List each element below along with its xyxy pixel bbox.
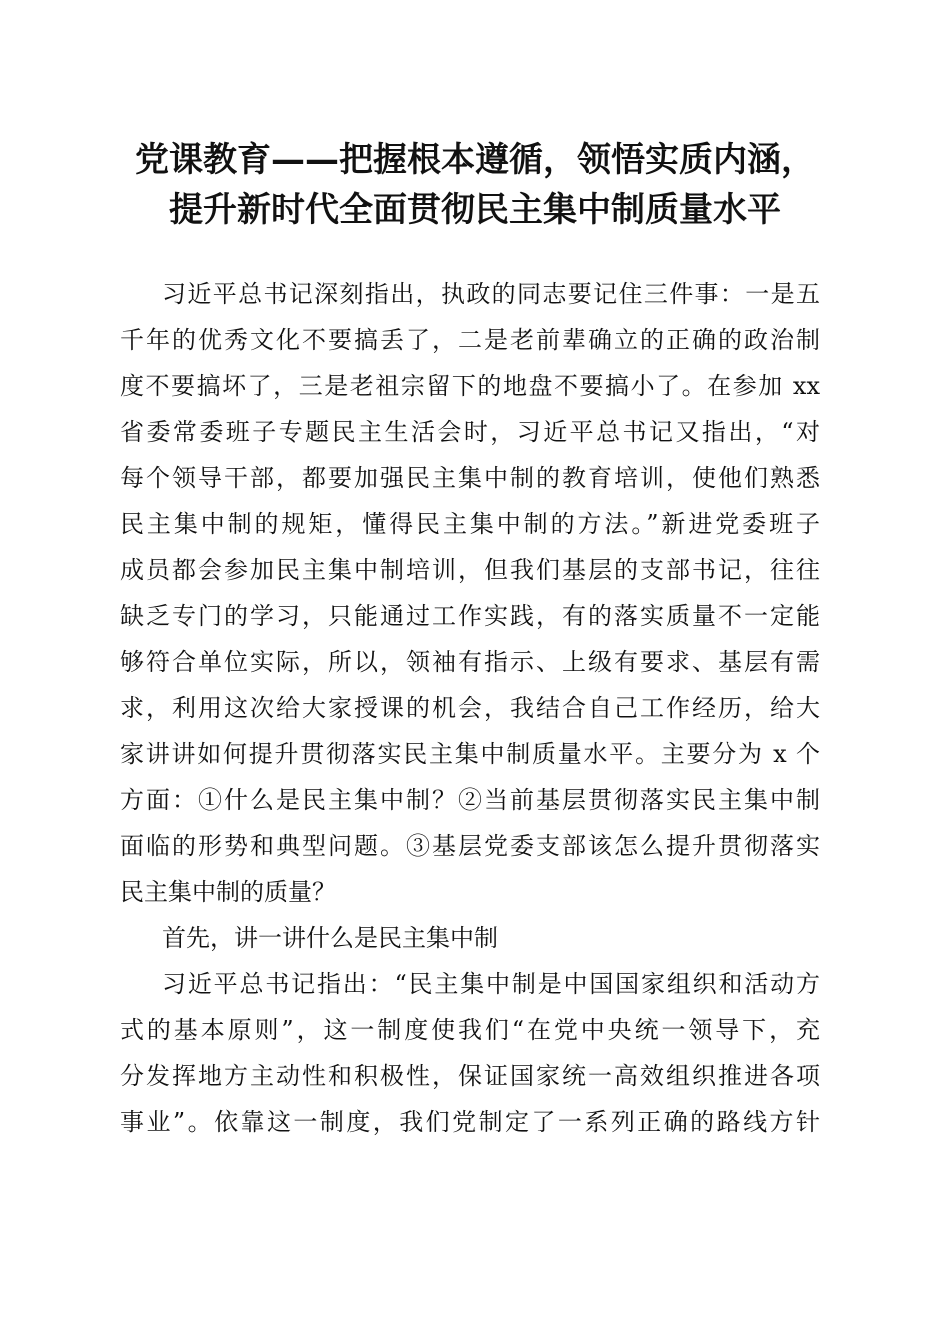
body-text-line: 度不要搞坏了，三是老祖宗留下的地盘不要搞小了。在参加 xx — [120, 372, 820, 400]
body-text-line: 方面：①什么是民主集中制？②当前基层贯彻落实民主集中制 — [120, 786, 820, 814]
document-title-line-1: 党课教育——把握根本遵循，领悟实质内涵， — [135, 140, 815, 180]
body-text-line: 缺乏专门的学习，只能通过工作实践，有的落实质量不一定能 — [120, 602, 820, 630]
body-text-line: 千年的优秀文化不要搞丢了，二是老前辈确立的正确的政治制 — [120, 326, 820, 354]
document-body — [120, 271, 820, 1145]
body-text-line: 事业”。依靠这一制度，我们党制定了一系列正确的路线方针 — [120, 1108, 820, 1136]
body-text-line: 求，利用这次给大家授课的机会，我结合自己工作经历，给大 — [120, 694, 820, 722]
body-text-line: 民主集中制的质量？ — [120, 878, 336, 906]
body-text-line: 式的基本原则”，这一制度使我们“在党中央统一领导下，充 — [120, 1016, 820, 1044]
body-text-line: 每个领导干部，都要加强民主集中制的教育培训，使他们熟悉 — [120, 464, 820, 492]
body-text-line: 省委常委班子专题民主生活会时，习近平总书记又指出，“对 — [120, 418, 820, 446]
document-title-line-2: 提升新时代全面贯彻民主集中制质量水平 — [169, 190, 781, 230]
body-text-line: 分发挥地方主动性和积极性，保证国家统一高效组织推进各项 — [120, 1062, 820, 1090]
body-text-line: 家讲讲如何提升贯彻落实民主集中制质量水平。主要分为 x 个 — [120, 740, 820, 768]
body-text-line: 够符合单位实际，所以，领袖有指示、上级有要求、基层有需 — [120, 648, 820, 676]
body-text-line: 习近平总书记指出：“民主集中制是中国国家组织和活动方 — [162, 970, 820, 998]
body-text-line: 习近平总书记深刻指出，执政的同志要记住三件事：一是五 — [162, 280, 820, 308]
body-text-line: 首先，讲一讲什么是民主集中制 — [162, 924, 498, 952]
body-text-line: 面临的形势和典型问题。③基层党委支部该怎么提升贯彻落实 — [120, 832, 820, 860]
body-text-line: 民主集中制的规矩，懂得民主集中制的方法。”新进党委班子 — [120, 510, 820, 538]
body-text-line: 成员都会参加民主集中制培训，但我们基层的支部书记，往往 — [120, 556, 820, 584]
